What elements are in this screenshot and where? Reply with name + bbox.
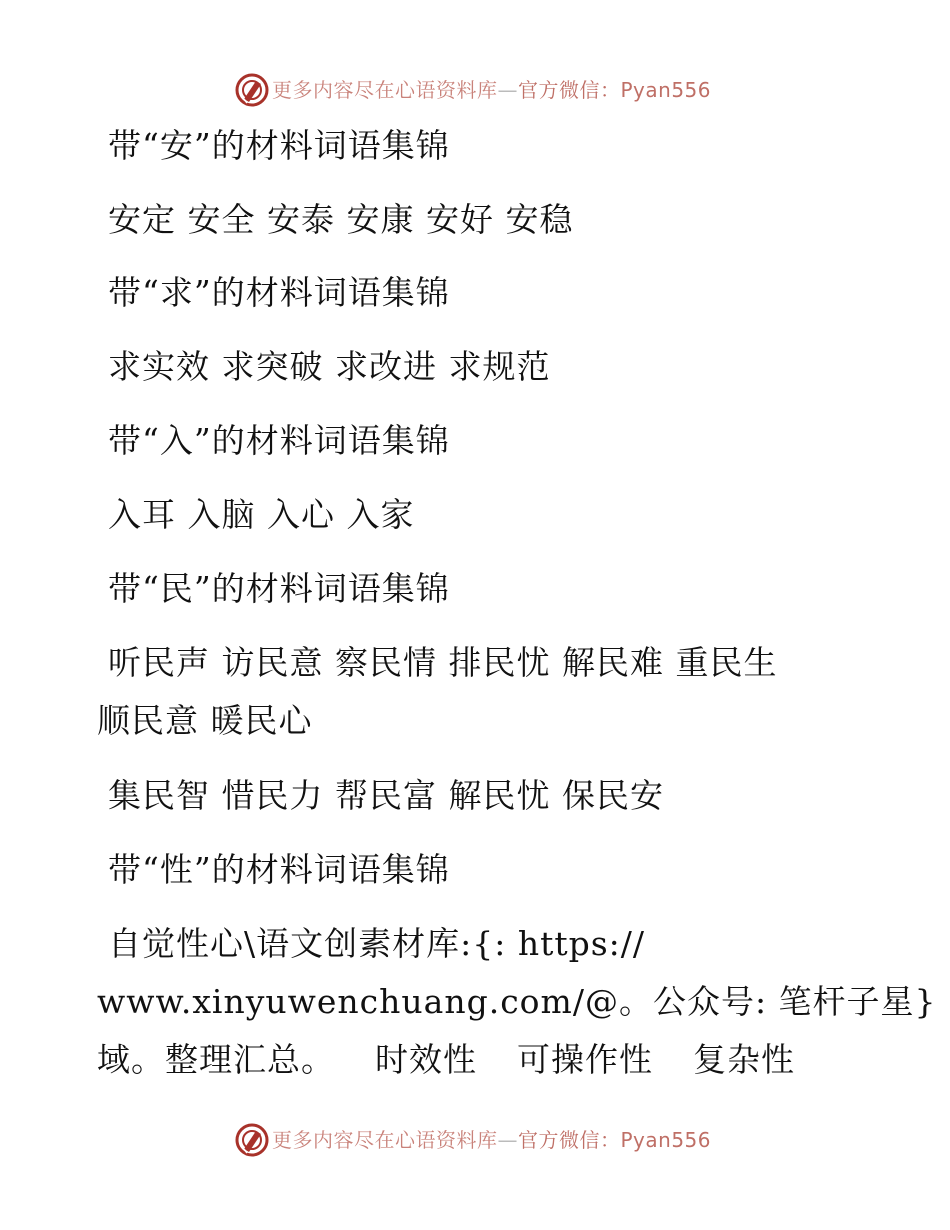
banner-text: [272, 77, 711, 103]
banner-separator: —: [497, 78, 518, 102]
heading-an: 带“安”的材料词语集锦: [108, 126, 450, 165]
words-an: 安定 安全 安泰 安康 安好 安稳: [108, 200, 574, 239]
heading-min: 带“民”的材料词语集锦: [108, 569, 450, 608]
words-min-3: 集民智 惜民力 帮民富 解民忧 保民安: [108, 776, 664, 815]
pen-logo-icon: [234, 72, 270, 108]
term-complexity: 复杂性: [693, 1040, 795, 1079]
banner-text: [272, 1127, 711, 1153]
header-banner: [0, 68, 950, 112]
words-qiu: 求实效 求突破 求改进 求规范: [108, 347, 551, 386]
banner-wechat: 官方微信：Pyan556: [518, 78, 712, 102]
banner-title: 更多内容尽在心语资料库: [272, 1128, 498, 1152]
footer-banner: [0, 1118, 950, 1162]
pen-logo-icon: [234, 1122, 270, 1158]
words-xing-3: [97, 1040, 795, 1080]
words-min-1: 听民声 访民意 察民情 排民忧 解民难 重民生: [108, 643, 778, 682]
term-operability: 可操作性: [517, 1040, 653, 1079]
banner-wechat: 官方微信：Pyan556: [518, 1128, 712, 1152]
words-min-2: 顺民意 暖民心: [97, 701, 313, 740]
banner-title: 更多内容尽在心语资料库: [272, 78, 498, 102]
heading-qiu: 带“求”的材料词语集锦: [108, 273, 450, 312]
words-xing-1: 自觉性心\语文创素材库:{: https://: [108, 924, 646, 963]
heading-ru: 带“入”的材料词语集锦: [108, 421, 450, 460]
heading-xing: 带“性”的材料词语集锦: [108, 850, 450, 889]
words-ru: 入耳 入脑 入心 入家: [108, 495, 415, 534]
term-timeliness: 时效性: [375, 1040, 477, 1079]
words-xing-2: www.xinyuwenchuang.com/@。公众号: 笔杆子星}: [97, 982, 937, 1021]
banner-separator: —: [497, 1128, 518, 1152]
words-xing-3-note: 域。整理汇总。: [97, 1040, 335, 1079]
